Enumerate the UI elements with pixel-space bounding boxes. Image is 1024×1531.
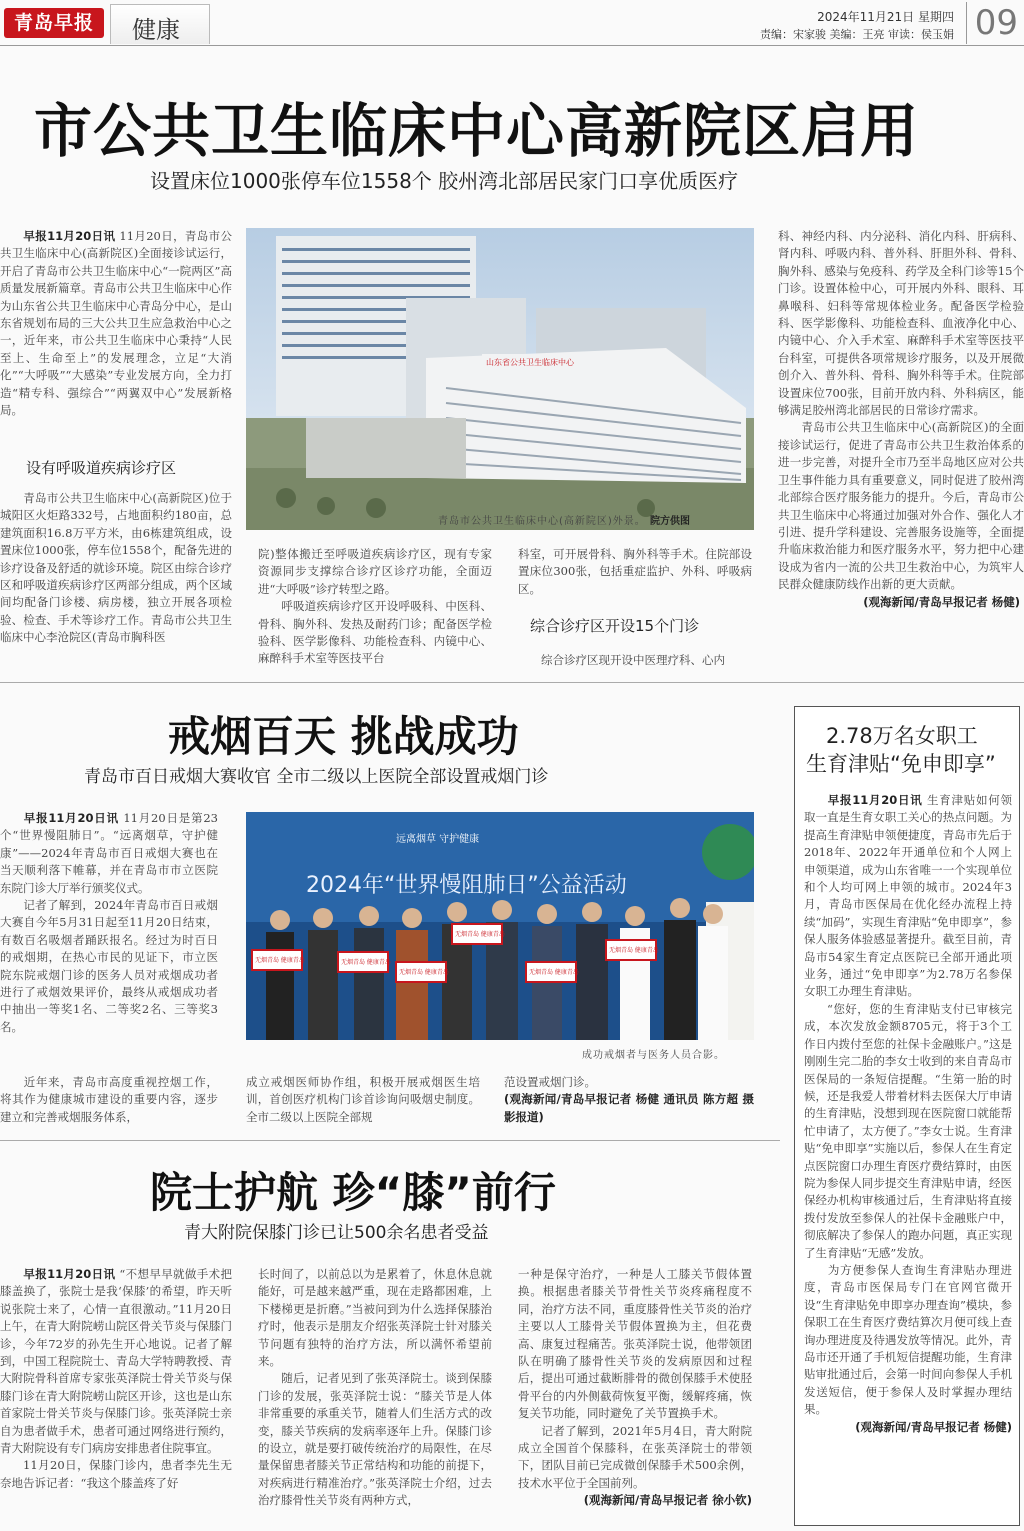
- story3-subhead: 青大附院保膝门诊已让500余名患者受益: [184, 1223, 489, 1243]
- placard-text: 无烟青岛 健康青岛: [609, 947, 659, 954]
- story2-headline: 戒烟百天 挑战成功: [168, 712, 519, 761]
- placard-text: 无烟青岛 健康青岛: [341, 959, 391, 966]
- placard-text: 无烟青岛 健康青岛: [255, 957, 305, 964]
- divider-story1: [0, 682, 1024, 683]
- story3-col3: 一种是保守治疗，一种是人工膝关节假体置换。根据患者膝关节骨性关节炎疼痛程度不同，治疗方法不同，重度膝骨性关节炎的治疗主要以人工膝骨关节假体置换为主，但花费高、康复过程痛苦。张英泽院士说，他带领团队在明确了膝骨性关节炎的发病原因和过程后，提出可通过截断腓骨的微创保膝手术使胫骨平台的内外侧截荷恢复平衡，缓解疼痛，恢复关节功能，同时避免了关节置换手术。: [518, 1267, 752, 1421]
- sidebar-credit: (观海新闻/青岛早报记者 杨健): [855, 1419, 1012, 1434]
- ceremony-photo-caption: 成功戒烟者与医务人员合影。: [582, 1050, 725, 1061]
- story2-col3: 范设置戒烟门诊。: [504, 1075, 596, 1089]
- story3-col2b: 随后，记者见到了张英泽院士。谈到保膝门诊的发展，张英泽院士说：“膝关节是人体非常重要的承重关节，随着人们生活方式的改变，膝关节疾病的发病率逐年上升。保膝门诊的设立，就是要打破传统治疗的局限性，在尽量保留患者膝关节正常结构和功能的前提下，对疾病进行精准治疗。”张英泽院士介绍，过去治疗膝骨性关节炎有两种方式，: [258, 1371, 492, 1508]
- story2-para2: 记者了解到，2024年青岛市百日戒烟大赛自今年5月31日起至11月20日结束，有数百名吸烟者踊跃报名。经过为时百日的戒烟期，在热心市民的见证下，市立医院东院戒烟门诊的医务人员对戒烟成功者进行了戒烟效果评价，最终从戒烟成功者中抽出一等奖1名、二等奖2名、三等奖3名。: [0, 898, 218, 1034]
- story2-column-3: [504, 1074, 754, 1128]
- hospital-photo: [246, 228, 754, 530]
- story3-column-2: [258, 1266, 492, 1530]
- story1-intro: 11月20日，青岛市公共卫生临床中心(高新院区)全面接诊试运行，开启了青岛市公共卫生临床中心“一院两区”高质量发展新篇章。青岛市公共卫生临床中心作为山东省公共卫生临床中心青岛分中心，是山东省规划布局的三大公共卫生应急救治中心之一，近年来，市公共卫生临床中心秉持“人民至上、生命至上”的发展理念，立足“大消化”“大呼吸”“大感染”专业发展方向，全力打造“精专科、强综合”“两翼双中心”发展新格局。: [0, 229, 232, 418]
- story1-column-3: [518, 546, 752, 600]
- story1-headline: 市公共卫生临床中心高新院区启用: [34, 97, 920, 165]
- story1-section-head-2: 综合诊疗区开设15个门诊: [530, 617, 700, 635]
- story2-subhead: 青岛市百日戒烟大赛收官 全市二级以上医院全部设置戒烟门诊: [84, 767, 549, 787]
- story2-col2: 成立戒烟医师协作组，积极开展戒烟医生培训，首创医疗机构门诊首诊询问吸烟史制度。全市二级以上医院全部规: [246, 1075, 480, 1124]
- masthead: [0, 0, 1024, 46]
- story1-col2: 院)整体搬迁至呼吸道疾病诊疗区，现有专家资源同步支撑综合诊疗区诊疗功能，全面迈进“大呼吸”诊疗转型之路。: [258, 547, 492, 596]
- sidebar-headline-2: 生育津贴“免申即享”: [806, 752, 996, 776]
- section-name: 健康: [132, 16, 180, 44]
- story1-dateline: 早报11月20日讯: [23, 229, 116, 243]
- page-number: 09: [966, 2, 1018, 44]
- story3-para2: 11月20日，保膝门诊内，患者李先生无奈地告诉记者：“我这个膝盖疼了好: [0, 1458, 232, 1490]
- hospital-building-illustration: [246, 228, 754, 530]
- story1-column-2: [258, 546, 492, 668]
- story3-col3b: 记者了解到，2021年5月4日，青大附院成立全国首个保膝科，在张英泽院士的带领下，团队目前已完成微创保膝手术500余例，技术水平位于全国前列。: [518, 1423, 752, 1490]
- story1-col3: 科室，可开展骨科、胸外科等手术。住院部设置床位300张，包括重症监护、外科、呼吸病区。: [518, 547, 752, 596]
- placard-text: 无烟青岛 健康青岛: [455, 931, 505, 938]
- story1-column-4: [778, 228, 1024, 668]
- story1-col2b: 呼吸道疾病诊疗区开设呼吸科、中医科、骨科、胸外科、发热及耐药门诊；配备医学检验科、医学影像科、功能检查科、内镜中心、麻醉科手术室等医技平台: [258, 599, 492, 666]
- banner-small-text: 远离烟草 守护健康: [396, 834, 480, 845]
- story2-intro: 11月20日是第23个“世界慢阻肺日”。“远离烟草，守护健康”——2024年青岛市百日戒烟大赛也在当天顺利落下帷幕，并在青岛市市立医院东院门诊大厅举行颁奖仪式。: [0, 811, 218, 895]
- editor-credits: 责编：宋家骏 美编：王亮 审读：侯玉娟: [760, 28, 954, 41]
- sidebar-dateline: 早报11月20日讯: [827, 793, 923, 807]
- story3-credit: (观海新闻/青岛早报记者 徐小钦): [583, 1493, 752, 1508]
- award-ceremony-photo: [246, 812, 754, 1040]
- story1-col4a: 科、神经内科、内分泌科、消化内科、肝病科、肾内科、呼吸内科、普外科、肝胆外科、骨科、胸外科、感染与免疫科、药学及全科门诊等15个门诊。设置体检中心，可开展内外科、眼科、耳鼻喉科、妇科等常规体检业务。配备医学检验科、医学影像科、功能检查科、血液净化中心、内镜中心、介入手术室、麻醉科手术室等医技平台科室，可提供各项常规诊疗服务，以及开展微创介入、普外科、骨科、胸外科等手术。住院部设置床位700张，目前开放内科、外科病区，能够满足胶州湾北部居民的日常诊疗需求。: [778, 229, 1024, 418]
- sidebar-para2: “您好，您的生育津贴支付已审核完成，本次发放金额8705元，将于3个工作日内拨付至您的社保卡金融账户。”这是刚刚生完二胎的李女士收到的来自青岛市医保局的一条短信提醒。“生第一胎的时候，还是我爱人带着材料去医保大厅申请的生育津贴，没想到现在医院窗口就能帮忙申请了，太方便了。”李女士说。生育津贴“免申即享”实施以后，参保人在生育定点医院窗口办理生育医疗费结算时，由医院为参保人同步提交生育津贴申请，经医保经办机构审核通过后，生育津贴将直接拨付发放至参保人的社保卡金融账户中，彻底解决了参保人的跑办问题，真正实现了生育津贴“无感”发放。: [804, 1001, 1012, 1260]
- story1-column-1b: [0, 490, 232, 666]
- story1-col4b: 青岛市公共卫生临床中心(高新院区)的全面接诊试运行，促进了青岛市公共卫生救治体系的进一步完善，对提升全市乃至半岛地区应对公共卫生事件能力具有重要意义，同时促进了胶州湾北部综合医疗服务能力的提升。今后，青岛市公共卫生临床中心将通过加强对外合作、强化人才引进、提升学科建设、完善服务设施等，全面提升临床救治能力和医疗服务水平，努力把中心建设成为省内一流的公共卫生救治中心，为筑牢人民群众健康防线作出新的更大贡献。: [778, 420, 1024, 592]
- story1-column-1: [0, 228, 232, 438]
- newspaper-logo: 青岛早报: [4, 8, 104, 38]
- placard-text: 无烟青岛 健康青岛: [399, 969, 449, 976]
- story2-column-1: [0, 810, 218, 1072]
- story1-column-3b: [518, 652, 752, 670]
- story1-section-head-1: 设有呼吸道疾病诊疗区: [26, 459, 177, 477]
- story2-credit: (观海新闻/青岛早报记者 杨健 通讯员 陈方超 摄影报道): [504, 1092, 754, 1124]
- story3-column-3: [518, 1266, 752, 1530]
- sidebar-headline-1: 2.78万名女职工: [826, 724, 978, 748]
- issue-date: 2024年11月21日 星期四: [817, 10, 954, 24]
- story3-intro: “不想早早就做手术把膝盖换了，张院士是我‘保膝’的希望，昨天听说张院士来了，心情一直很激动。”11月20日上午，在青大附院崂山院区骨关节炎与保膝门诊，今年72岁的孙先生开心地说。记者了解到，中国工程院院士、青岛大学特聘教授、青大附院骨科首席专家张英泽院士骨关节炎与保膝门诊在青大附院崂山院区开诊，这也是山东首家院士骨关节炎与保膝门诊。张英泽院士亲自为患者做手术，患者可通过网络进行预约，青大附院设有专门病房安排患者住院事宜。: [0, 1267, 232, 1456]
- story3-dateline: 早报11月20日讯: [23, 1267, 116, 1281]
- sidebar-para3: 为方便参保人查询生育津贴办理进度，青岛市医保局专门在官网官微开设“生育津贴免申即享办理查询”模块，参保职工在生育医疗费结算次月便可线上查询办理进度及待遇发放等情况。此外，青岛市还开通了手机短信提醒功能，生育津贴审批通过后，会第一时间向参保人手机发送短信，便于参保人及时掌握办理结果。: [804, 1262, 1012, 1417]
- banner-big-text: 2024年“世界慢阻肺日”公益活动: [306, 873, 627, 898]
- story3-col2: 长时间了，以前总以为是累着了，休息休息就能好，可是越来越严重，现在走路都困难，上下楼梯更是折磨。”当被问到为什么选择保膝治疗时，他表示是朋友介绍张英泽院士针对膝关节问题有独特的治疗方法，所以满怀希望前来。: [258, 1267, 492, 1369]
- story2-column-1b: [0, 1074, 218, 1128]
- sidebar-para1: 生育津贴如何领取一直是生育女职工关心的热点问题。为提高生育津贴申领便捷度，青岛市先后于2018年、2022年开通单位和个人网上申领渠道，成为山东省唯一一个实现单位和个人均可网上申领的城市。2024年3月，青岛市医保局在优化经办流程上持续“加码”，实现生育津贴“免申即享”，参保人服务体验感显著提升。截至目前，青岛市54家生育定点医院已全部开通此项业务，通过“免申即享”为2.78万名参保女职工办理生育津贴。: [804, 793, 1012, 999]
- caption-text: 青岛市公共卫生临床中心(高新院区)外景。: [438, 516, 646, 527]
- hospital-photo-caption: [438, 512, 690, 527]
- story1-para1: 青岛市公共卫生临床中心(高新院区)位于城阳区火炬路332号，占地面积约180亩，总建筑面积16.8万平方米，由6栋建筑组成，设置床位1000张，停车位1558个，配备先进的诊疗设备及舒适的就诊环境。院区由综合诊疗区和呼吸道疾病诊疗区两部分组成，两个区域间均配备门诊楼、病房楼，独立开展各项检验、检查、手术等诊疗工作。青岛市公共卫生临床中心李沧院区(青岛市胸科医: [0, 491, 232, 645]
- story2-dateline: 早报11月20日讯: [23, 811, 119, 825]
- building-sign: 山东省公共卫生临床中心: [486, 358, 574, 367]
- divider-story2: [0, 1140, 780, 1141]
- ceremony-group-illustration: [246, 812, 754, 1040]
- story1-credit: (观海新闻/青岛早报记者 杨健): [863, 594, 1020, 609]
- sidebar-column: [804, 792, 1012, 1520]
- story2-para3: 近年来，青岛市高度重视控烟工作，将其作为健康城市建设的重要内容，逐步建立和完善戒烟服务体系，: [0, 1075, 218, 1124]
- story3-column-1: [0, 1266, 232, 1530]
- caption-credit: 院方供图: [650, 516, 690, 527]
- story2-column-2: [246, 1074, 480, 1128]
- story1-col3b: 综合诊疗区现开设中医理疗科、心内: [541, 653, 725, 667]
- story3-headline: 院士护航 珍“膝”前行: [150, 1168, 556, 1217]
- story1-subhead: 设置床位1000张停车位1558个 胶州湾北部居民家门口享优质医疗: [150, 169, 739, 193]
- placard-text: 无烟青岛 健康青岛: [529, 969, 579, 976]
